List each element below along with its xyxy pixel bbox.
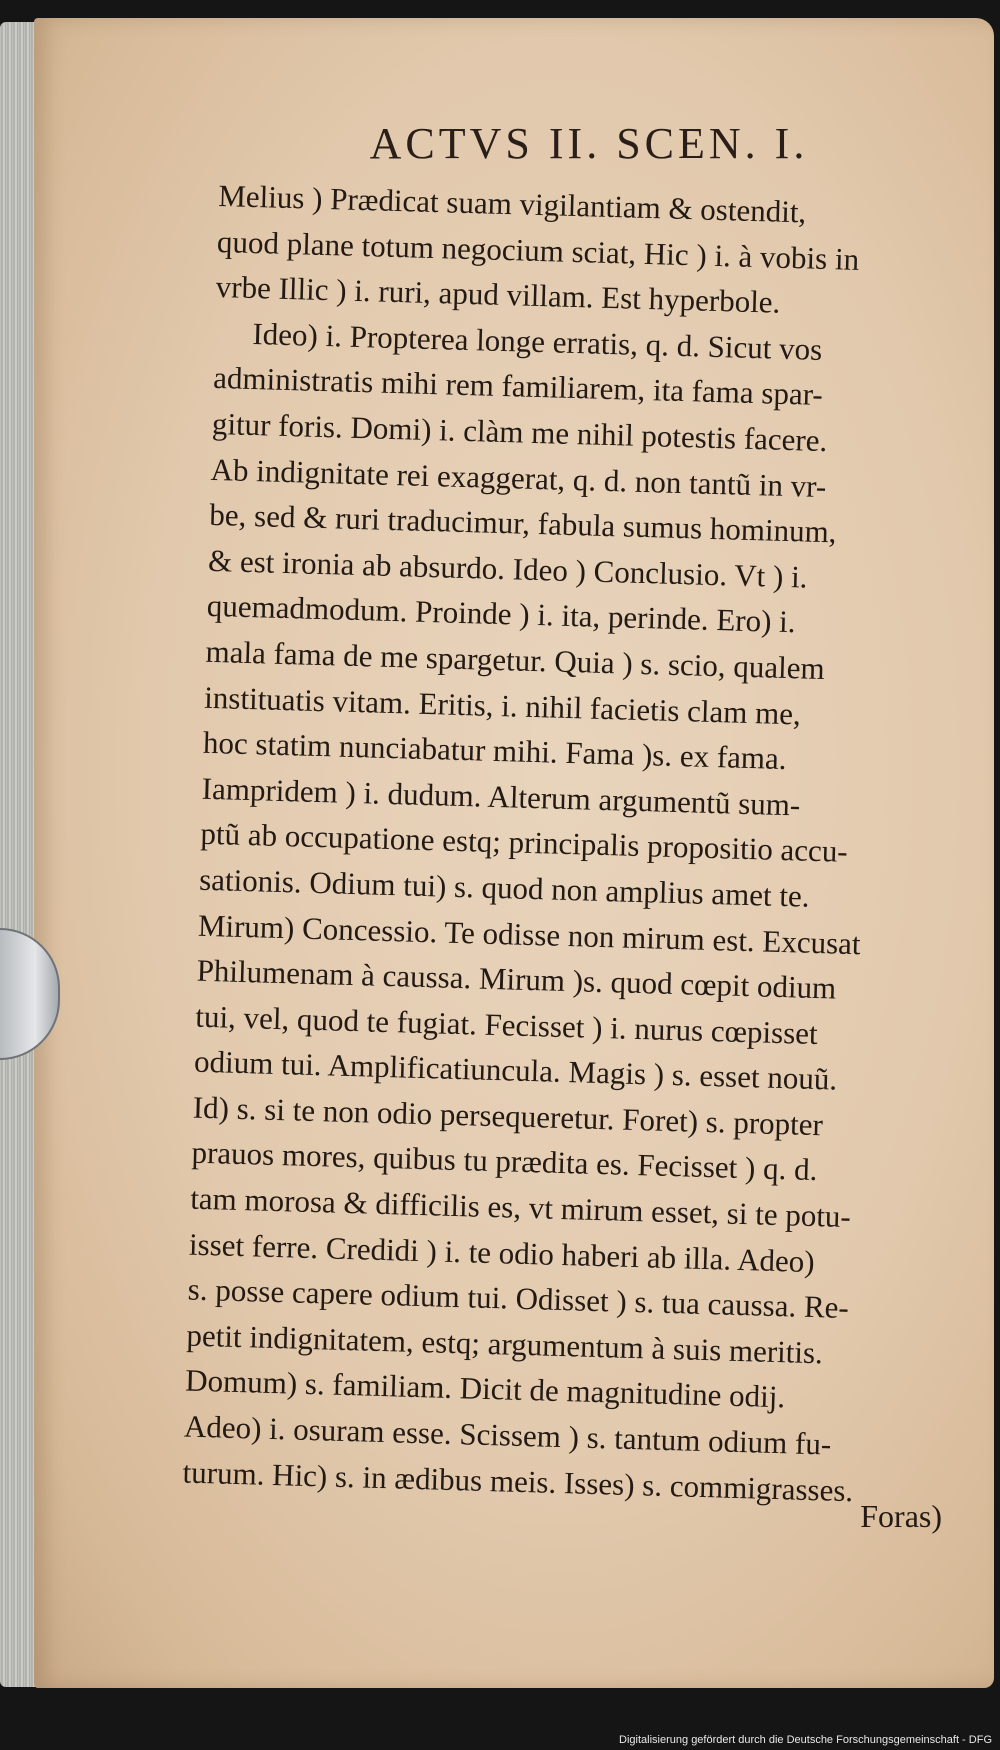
text-line: administratis mihi rem familiarem, ita fama spar- [212, 360, 824, 413]
text-line: petit indignitatem, estq; argumentum à suis meritis. [186, 1317, 824, 1371]
catchword: Foras) [860, 1498, 942, 1534]
commentary-text [182, 173, 974, 1516]
digitization-credit: Digitalisierung gefördert durch die Deutsche Forschungsgemeinschaft - DFG [619, 1734, 992, 1746]
text-line: ptũ ab occupatione estq; principalis propositio accu- [200, 816, 849, 870]
text-line: & est ironia ab absurdo. Ideo ) Conclusio. Vt ) i. [207, 542, 808, 595]
text-line: quemadmodum. Proinde ) i. ita, perinde. Ero) i. [206, 588, 797, 640]
text-line: Mirum) Concessio. Te odisse non mirum est. Excusat [197, 907, 862, 961]
text-line: instituatis vitam. Eritis, i. nihil facietis clam me, [203, 679, 802, 731]
text-line: Domum) s. familiam. Dicit de magnitudine odij. [184, 1362, 786, 1415]
text-line: Philumenam à caussa. Mirum )s. quod cœpit odium [196, 952, 837, 1006]
text-line: be, sed & ruri traducimur, fabula sumus hominum, [208, 497, 837, 550]
text-line: quod plane totum negocium sciat, Hic ) i. à vobis in [216, 223, 860, 277]
text-line: Ideo) i. Propterea longe erratis, q. d. Sicut vos [252, 315, 823, 367]
text-line: hoc statim nunciabatur mihi. Fama )s. ex fama. [202, 724, 788, 777]
text-line: vrbe Illic ) i. ruri, apud villam. Est hyperbole. [215, 269, 781, 320]
text-line: Adeo) i. osuram esse. Scissem ) s. tantum odium fu- [183, 1408, 832, 1462]
text-line: isset ferre. Credidi ) i. te odio haberi ab illa. Adeo) [188, 1226, 816, 1279]
text-line: prauos mores, quibus tu prædita es. Fecisset ) q. d. [191, 1135, 818, 1188]
text-line: Id) s. si te non odio persequeretur. Foret) s. propter [192, 1089, 824, 1143]
text-line: Iampridem ) i. dudum. Alterum argumentũ sum- [201, 770, 801, 823]
text-line: gitur foris. Domi) i. clàm me nihil potestis facere. [211, 405, 828, 459]
running-head: ACTVS II. SCEN. I. [369, 119, 809, 168]
page-sheet [34, 18, 994, 1688]
text-line: sationis. Odium tui) s. quod non amplius amet te. [198, 861, 811, 914]
text-line: Ab indignitate rei exaggerat, q. d. non tantũ in vr- [210, 451, 827, 504]
text-line: mala fama de me spargetur. Quia ) s. scio, qualem [205, 633, 826, 687]
text-line: turum. Hic) s. in ædibus meis. Isses) s. commigrasses. [182, 1454, 854, 1508]
text-line: odium tui. Amplificatiuncula. Magis ) s. esset nouũ. [193, 1043, 838, 1097]
text-line: tui, vel, quod te fugiat. Fecisset ) i. nurus cœpisset [194, 998, 819, 1051]
text-line: s. posse capere odium tui. Odisset ) s. tua caussa. Re- [187, 1271, 850, 1326]
text-line: Melius ) Prædicat suam vigilantiam & ostendit, [217, 177, 807, 230]
text-line: tam morosa & difficilis es, vt mirum esset, si te potu- [189, 1180, 852, 1235]
